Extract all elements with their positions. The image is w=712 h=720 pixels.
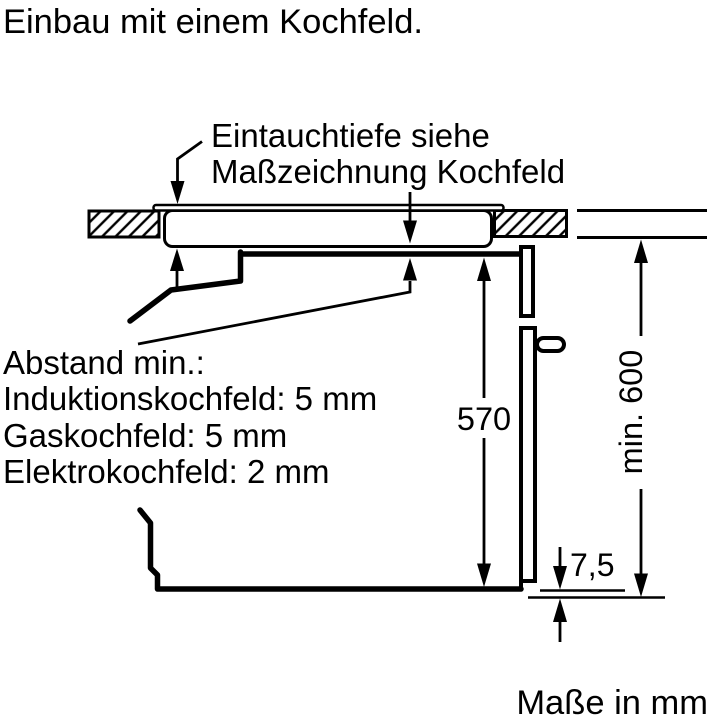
worktop-extension-lines: [577, 211, 707, 238]
worktop-left-hatch: [89, 211, 159, 237]
dim-75-arrowhead-down: [553, 566, 567, 590]
dimension-label-niche-height: min. 600: [613, 349, 649, 475]
page-title: Einbau mit einem Kochfeld.: [3, 3, 423, 41]
cooktop-flange: [154, 205, 504, 211]
base-reference-lines: [528, 591, 665, 598]
clearance-left-arrowhead-up: [170, 249, 184, 272]
dimension-75-lines: [553, 547, 567, 642]
immersion-depth-callout: [211, 118, 565, 190]
clearance-note: [3, 345, 377, 491]
dim-75-arrowhead-up: [553, 599, 567, 623]
units-note: Maße in mm: [516, 684, 708, 720]
worktop-right-hatch: [495, 211, 567, 237]
callout-line-2: Maßzeichnung Kochfeld: [211, 153, 566, 190]
dim-570-arrowhead-down: [477, 564, 491, 588]
clearance-heading: Abstand min.:: [3, 344, 205, 381]
oven-control-panel-front: [521, 247, 533, 316]
dim-570-arrowhead-up: [477, 258, 491, 282]
cooktop-tub: [165, 211, 492, 247]
clearance-indicator-lines: [138, 249, 417, 345]
clearance-item-gas: Gaskochfeld: 5 mm: [3, 416, 288, 454]
oven-bottom-outline: [140, 510, 521, 589]
clearance-item-induction: Induktionskochfeld: 5 mm: [3, 380, 378, 418]
dimension-label-oven-height: 570: [456, 401, 512, 437]
callout-arrowhead-down: [171, 181, 185, 204]
dimension-label-bottom-gap: 7,5: [570, 547, 615, 583]
oven-top-trim: [130, 252, 241, 321]
oven-door-front: [521, 328, 535, 581]
oven-door-handle: [537, 338, 564, 351]
clearance-arrowhead-up: [403, 258, 417, 281]
dim-600-arrowhead-down: [634, 574, 648, 598]
callout-line-1: Eintauchtiefe siehe: [211, 117, 490, 154]
dim-600-arrowhead-up: [634, 240, 648, 264]
clearance-item-electric: Elektrokochfeld: 2 mm: [3, 453, 330, 491]
cooktop-cross-section: [154, 205, 504, 247]
callout-leader-line: [178, 142, 203, 184]
